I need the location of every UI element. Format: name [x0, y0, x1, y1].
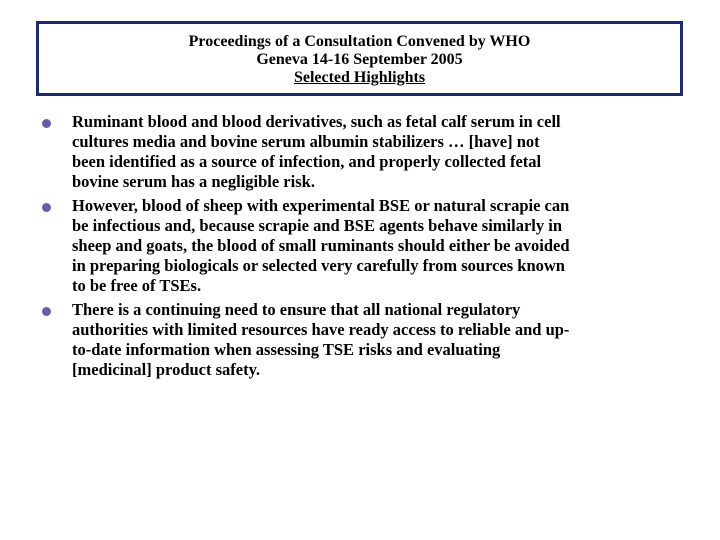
title-line-3: Selected Highlights — [293, 69, 426, 86]
bullet-line: to-date information when assessing TSE risks and evaluating — [72, 340, 501, 359]
title-line-1: Proceedings of a Consultation Convened by WHO — [188, 33, 531, 50]
bullet-line: in preparing biologicals or selected very carefully from sources known — [72, 256, 565, 275]
bullet-item-3 — [40, 300, 690, 380]
bullet-line: bovine serum has a negligible risk. — [72, 172, 315, 191]
title-line-2: Geneva 14-16 September 2005 — [256, 51, 463, 68]
bullet-line: [medicinal] product safety. — [72, 360, 261, 379]
bullet-line: sheep and goats, the blood of small ruminants should either be avoided — [72, 236, 570, 255]
bullet-item-2 — [40, 196, 690, 296]
bullet-line: However, blood of sheep with experimental BSE or natural scrapie can — [72, 196, 570, 215]
bullet-line: Ruminant blood and blood derivatives, such as fetal calf serum in cell — [72, 112, 561, 131]
bullet-line: be infectious and, because scrapie and BSE agents behave similarly in — [72, 216, 562, 235]
bullet-list — [40, 112, 690, 384]
bullet-line: authorities with limited resources have ready access to reliable and up- — [72, 320, 570, 339]
bullet-line: been identified as a source of infection, and properly collected fetal — [72, 152, 542, 171]
bullet-dot-icon — [42, 307, 51, 316]
bullet-dot-icon — [42, 119, 51, 128]
bullet-line: to be free of TSEs. — [72, 276, 202, 295]
bullet-line: There is a continuing need to ensure that all national regulatory — [72, 300, 521, 319]
bullet-line: cultures media and bovine serum albumin stabilizers … [have] not — [72, 132, 540, 151]
title-box — [36, 21, 683, 96]
bullet-item-1 — [40, 112, 690, 192]
bullet-dot-icon — [42, 203, 51, 212]
